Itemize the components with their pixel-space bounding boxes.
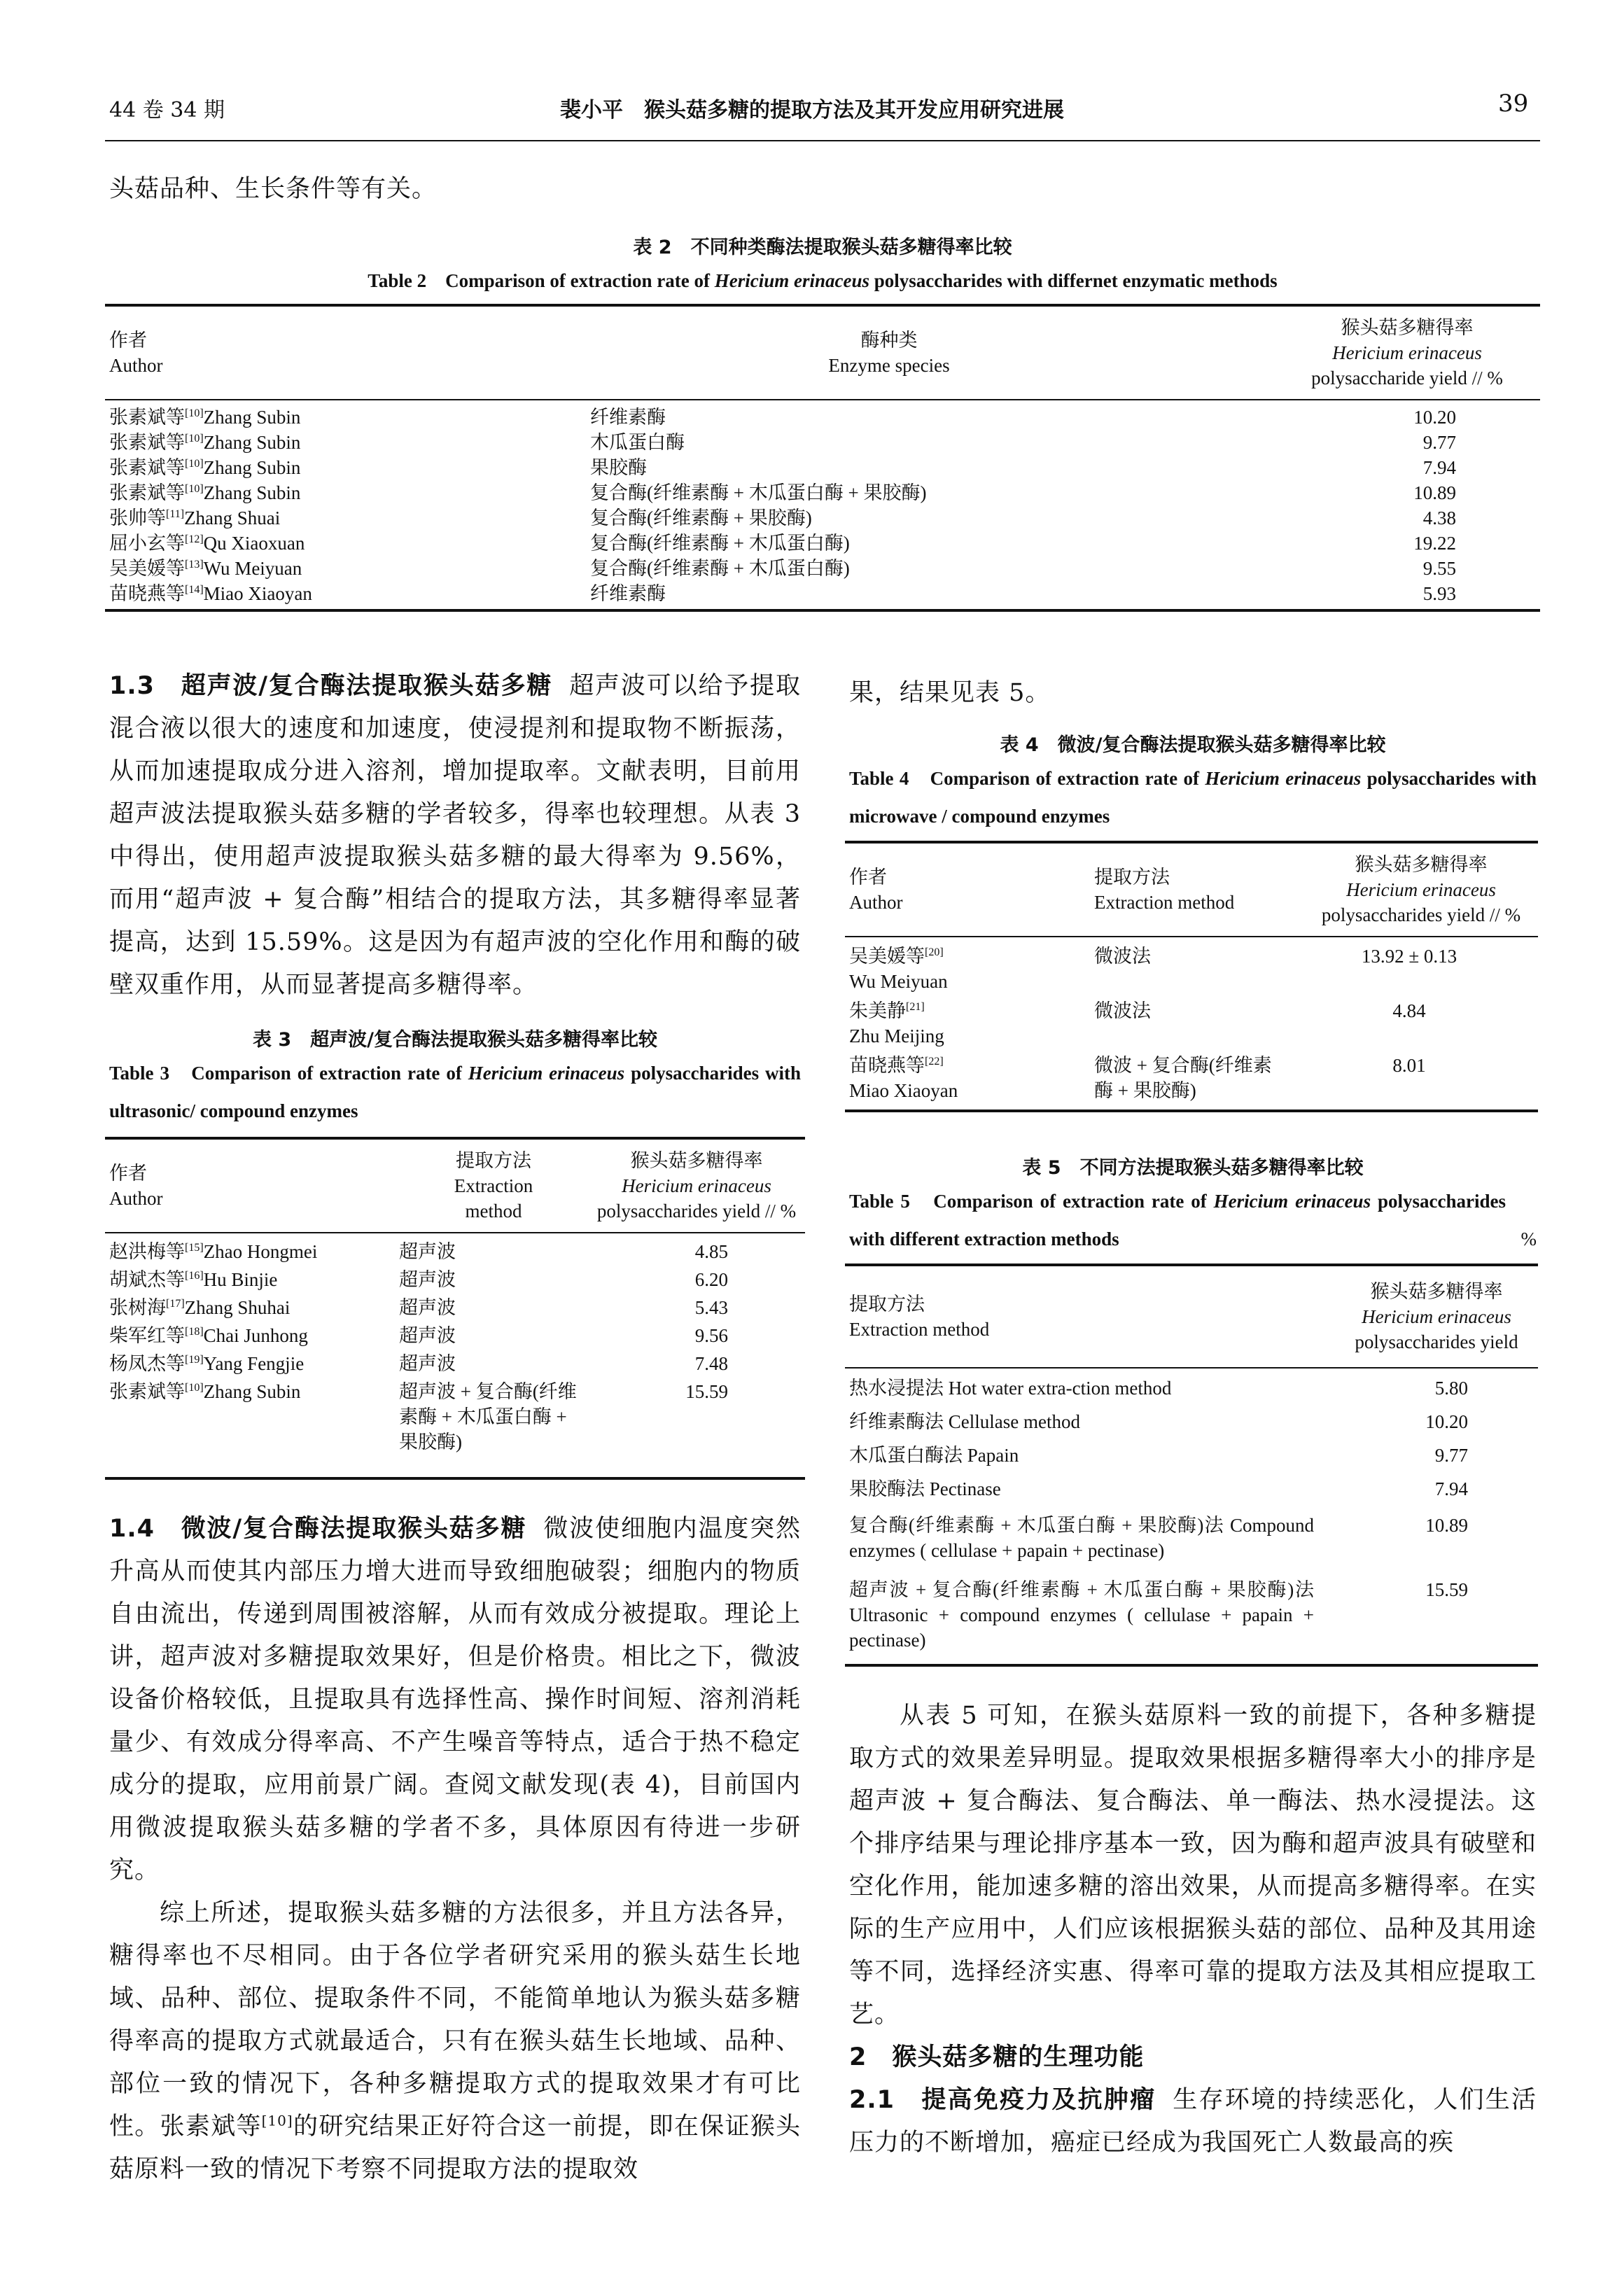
header-text: 提取方法 [456, 1150, 531, 1171]
author-en: Zhang Shuai [184, 507, 281, 528]
author-cell [845, 944, 1094, 994]
method-cell: 果胶酶法 Pectinase [849, 1478, 1001, 1499]
summary-continued: 果，结果见表 5。 [849, 679, 1051, 707]
citation: [10] [185, 407, 204, 419]
table4-body [845, 937, 1538, 1110]
author-en: Hu Binjie [203, 1269, 278, 1290]
author-en: Yang Fengjie [203, 1353, 305, 1374]
table-row [105, 430, 1540, 455]
table2-caption-cn: 表 2 不同种类酶法提取猴头菇多糖得率比较 [633, 237, 1012, 258]
enzyme-cell: 复合酶(纤维素酶 + 木瓜蛋白酶 + 果胶酶) [590, 482, 927, 503]
author-cell [845, 998, 1094, 1049]
table3-header [105, 1140, 805, 1232]
citation: [19] [185, 1354, 204, 1366]
caption-text: Table 5 Comparison of extraction rate of [849, 1191, 1214, 1212]
author-en: Wu Meiyuan [849, 971, 948, 992]
table3-caption-en [109, 1054, 801, 1130]
citation: [21] [906, 1001, 925, 1013]
yield-cell: 7.94 [1422, 457, 1456, 478]
header-method [845, 1292, 1335, 1342]
author-cn: 苗晓燕等 [849, 1055, 925, 1076]
section-2-heading: 2 猴头菇多糖的生理功能 [849, 2043, 1145, 2071]
yield-cell: 9.56 [694, 1325, 728, 1346]
yield-cell: 10.20 [1413, 407, 1456, 428]
method-cell: 纤维素酶法 Cellulase method [849, 1411, 1080, 1432]
table-row [105, 405, 1540, 430]
author-cn: 吴美媛等 [109, 558, 185, 579]
citation: [10] [261, 2112, 293, 2129]
table5 [845, 1264, 1538, 1667]
left-column [109, 665, 801, 2191]
table5-caption-cn: 表 5 不同方法提取猴头菇多糖得率比较 [1022, 1157, 1364, 1179]
author-cell [105, 556, 590, 581]
yield-cell: 10.89 [1425, 1515, 1468, 1536]
author-cn: 苗晓燕等 [109, 583, 185, 604]
header-text: 猴头菇多糖得率 [1341, 317, 1474, 338]
enzyme-cell: 复合酶(纤维素酶 + 木瓜蛋白酶) [590, 558, 850, 579]
author-en: Zhu Meijing [849, 1026, 944, 1046]
table2-block [105, 234, 1540, 612]
bottom-rule [845, 1110, 1538, 1112]
author-en: Qu Xiaoxuan [203, 533, 305, 554]
method-cell: 超声波 [399, 1353, 456, 1374]
section-1-4 [109, 1508, 801, 1892]
table-row [105, 1294, 805, 1322]
method-cell: 微波法 [1094, 1000, 1151, 1021]
table-row [845, 1371, 1538, 1405]
table5-unit: % [1520, 1228, 1537, 1250]
header-text: Extraction method [454, 1175, 533, 1222]
table2-caption-en [105, 262, 1540, 300]
table-row [105, 1350, 805, 1378]
yield-cell: 10.89 [1413, 482, 1456, 503]
header-method [1094, 864, 1304, 915]
yield-cell: 5.93 [1422, 583, 1456, 604]
header-text: 作者 [109, 330, 147, 351]
author-en: Zhang Subin [203, 1381, 301, 1402]
yield-cell: 4.84 [1392, 1000, 1426, 1021]
author-cn: 杨凤杰等 [109, 1353, 185, 1374]
header-text: Author [109, 1188, 163, 1209]
author-cell [105, 1351, 399, 1376]
header-text: Extraction method [1094, 892, 1235, 913]
header-text: Author [849, 892, 903, 913]
header-method [399, 1148, 588, 1224]
yield-cell: 15.59 [685, 1381, 728, 1402]
author-en: Zhang Shuhai [184, 1297, 291, 1318]
table-row [105, 1266, 805, 1294]
table-row [845, 1405, 1538, 1438]
method-cell: 复合酶(纤维素酶 + 木瓜蛋白酶 + 果胶酶)法 Compound enzymes ( cellulase + papain + pectinase) [849, 1515, 1314, 1561]
citation: [10] [185, 483, 204, 495]
header-text: polysaccharides yield // % [596, 1200, 797, 1222]
citation: [20] [925, 946, 944, 958]
author-cell [105, 455, 590, 480]
citation: [10] [185, 433, 204, 444]
header-yield [588, 1148, 805, 1224]
citation: [10] [185, 1382, 204, 1394]
method-cell: 微波法 [1094, 946, 1151, 967]
section-heading: 1.3 超声波/复合酶法提取猴头菇多糖 [109, 672, 553, 700]
author-cn: 张帅等 [109, 507, 166, 528]
header-text: Hericium erinaceus [1332, 342, 1482, 363]
enzyme-cell: 纤维素酶 [590, 583, 666, 604]
author-cell [845, 1053, 1094, 1103]
author-cell [105, 505, 590, 531]
table-row [845, 1051, 1538, 1105]
header-author [105, 328, 735, 378]
author-cn: 吴美媛等 [849, 946, 925, 967]
table4-header [845, 844, 1538, 936]
caption-text: polysaccharides with different extraction methods [849, 1191, 1506, 1250]
header-author [105, 1161, 399, 1211]
section-1-3 [109, 665, 801, 1007]
author-cn: 赵洪梅等 [109, 1241, 185, 1262]
method-cell: 热水浸提法 Hot water extra-ction method [849, 1378, 1172, 1399]
method-cell: 超声波 [399, 1269, 456, 1290]
citation: [14] [185, 584, 204, 596]
table4-caption-cn: 表 4 微波/复合酶法提取猴头菇多糖得率比较 [1000, 734, 1386, 756]
author-cn: 柴军红等 [109, 1325, 185, 1346]
enzyme-cell: 果胶酶 [590, 457, 647, 478]
caption-text: polysaccharides with differnet enzymatic methods [869, 270, 1278, 291]
citation: [15] [185, 1242, 204, 1254]
author-en: Zhang Subin [203, 432, 301, 453]
bottom-rule [845, 1664, 1538, 1667]
paragraph-text: 综上所述，提取猴头菇多糖的方法很多，并且方法各异，糖得率也不尽相同。由于各位学者研究采用的猴头菇生长地域、品种、部位、提取条件不同，不能简单地认为猴头菇多糖得率高的提取方式就最适合，只有在猴头菇生长地域、品种、部位一致的情况下，各种多糖提取方式的提取效果才有可比性。张素斌等 [109, 1899, 801, 2141]
caption-text: polysaccharides with microwave / compound enzymes [849, 768, 1537, 827]
author-cell [105, 1323, 399, 1348]
method-cell: 微波 + 复合酶(纤维素酶 + 果胶酶) [1094, 1055, 1272, 1101]
author-cn: 张素斌等 [109, 457, 185, 478]
author-cell [105, 480, 590, 505]
yield-cell: 4.38 [1422, 507, 1456, 528]
yield-cell: 4.85 [694, 1241, 728, 1262]
table5-header [845, 1266, 1538, 1367]
header-text: 提取方法 [1094, 867, 1170, 888]
table3-body [105, 1233, 805, 1477]
author-cell [105, 1267, 399, 1292]
author-cn: 张素斌等 [109, 1381, 185, 1402]
table4 [845, 841, 1538, 1112]
header-text: 猴头菇多糖得率 [1355, 854, 1488, 875]
caption-text: polysaccharides with ultrasonic/ compound enzymes [109, 1063, 802, 1121]
author-cn: 张素斌等 [109, 482, 185, 503]
caption-text: Table 2 Comparison of extraction rate of [368, 270, 715, 291]
table3-caption-cn: 表 3 超声波/复合酶法提取猴头菇多糖得率比较 [252, 1029, 658, 1051]
enzyme-cell: 木瓜蛋白酶 [590, 432, 685, 453]
author-cell [105, 581, 590, 606]
header-text: 酶种类 [860, 330, 918, 351]
header-rule [105, 140, 1540, 141]
table-row [845, 1506, 1538, 1570]
header-author [845, 864, 1094, 915]
header-text: 猴头菇多糖得率 [630, 1150, 763, 1171]
citation: [12] [185, 533, 204, 545]
author-cell [105, 1379, 399, 1404]
enzyme-cell: 复合酶(纤维素酶 + 木瓜蛋白酶) [590, 533, 850, 554]
table-row [105, 1238, 805, 1266]
table4-caption-en [849, 760, 1537, 835]
right-column [849, 672, 1537, 2164]
header-text: polysaccharides yield // % [1321, 904, 1521, 925]
header-enzyme [735, 328, 1043, 378]
author-cell [105, 430, 590, 455]
yield-cell: 13.92 ± 0.13 [1361, 946, 1457, 967]
yield-cell: 6.20 [694, 1269, 728, 1290]
author-en: Wu Meiyuan [203, 558, 302, 579]
yield-cell: 5.80 [1434, 1378, 1468, 1399]
header-text: Hericium erinaceus [622, 1175, 771, 1196]
yield-cell: 9.55 [1422, 558, 1456, 579]
section-body: 超声波可以给予提取混合液以很大的速度和加速度，使浸提剂和提取物不断振荡，从而加速提取成分进入溶剂，增加提取率。文献表明，目前用超声波法提取猴头菇多糖的学者较多，得率也较理想。从表 3 中得出，使用超声波提取猴头菇多糖的最大得率为 9.56%，而用“超声波 + 复合酶”相结合的提取方法，其多糖得率显著提高，达到 15.59%。这是因为有超声波的空化作用和酶的破壁双重作用，从而显著提高多糖得率。 [109, 672, 801, 999]
author-cn: 屈小玄等 [109, 533, 185, 554]
author-cell [105, 405, 590, 430]
table-row [105, 455, 1540, 480]
citation: [11] [166, 508, 185, 520]
table2-body [105, 400, 1540, 609]
enzyme-cell: 纤维素酶 [590, 407, 666, 428]
header-text: 作者 [849, 867, 887, 888]
citation: [13] [185, 559, 204, 570]
table-row [105, 1322, 805, 1350]
author-cn: 张素斌等 [109, 407, 185, 428]
caption-text: Table 4 Comparison of extraction rate of [849, 768, 1205, 789]
table3 [105, 1137, 805, 1480]
table-row [105, 1378, 805, 1456]
section-2-1 [849, 2079, 1537, 2164]
table2 [105, 304, 1540, 612]
intro-tail: 头菇品种、生长条件等有关。 [109, 175, 438, 203]
method-cell: 超声波 + 复合酶(纤维素酶 + 木瓜蛋白酶 + 果胶酶)法 Ultrasonic + compound enzymes ( cellulase + papain + pectinase) [849, 1579, 1314, 1651]
section-heading: 2.1 提高免疫力及抗肿瘤 [849, 2086, 1156, 2114]
section-heading: 1.4 微波/复合酶法提取猴头菇多糖 [109, 1515, 527, 1543]
section-body: 生存环境的持续恶化，人们生活压力的不断增加，癌症已经成为我国死亡人数最高的疾 [849, 2086, 1537, 2157]
author-en: Zhang Subin [203, 482, 301, 503]
author-cell [105, 1239, 399, 1264]
caption-text: Table 3 Comparison of extraction rate of [109, 1063, 468, 1084]
paragraph-text: 的研究结果正好符合这一前提，即在保证猴头菇原料一致的情况下考察不同提取方法的提取效 [109, 2113, 801, 2183]
caption-species: Hericium erinaceus [1205, 768, 1362, 789]
table-row [845, 996, 1538, 1051]
page-number: 39 [1498, 90, 1529, 118]
table-row [105, 480, 1540, 505]
caption-species: Hericium erinaceus [714, 270, 869, 291]
table-row [105, 556, 1540, 581]
author-en: Zhao Hongmei [203, 1241, 318, 1262]
table-row [105, 531, 1540, 556]
yield-cell: 9.77 [1434, 1445, 1468, 1466]
author-cn: 张素斌等 [109, 432, 185, 453]
author-en: Zhang Subin [203, 407, 301, 428]
bottom-rule [105, 609, 1540, 612]
author-en: Chai Junhong [203, 1325, 308, 1346]
caption-species: Hericium erinaceus [1213, 1191, 1371, 1212]
citation: [10] [185, 458, 204, 470]
method-cell: 超声波 [399, 1297, 456, 1318]
author-cn: 张树海 [109, 1297, 166, 1318]
header-text: polysaccharides yield [1355, 1331, 1518, 1352]
table-row [845, 1570, 1538, 1660]
method-cell: 木瓜蛋白酶法 Papain [849, 1445, 1019, 1466]
yield-cell: 5.43 [694, 1297, 728, 1318]
header-text: Enzyme species [828, 355, 950, 376]
yield-cell: 7.48 [694, 1353, 728, 1374]
author-en: Miao Xiaoyan [849, 1080, 958, 1101]
header-yield [1274, 315, 1540, 391]
caption-species: Hericium erinaceus [468, 1063, 625, 1084]
header-yield [1335, 1279, 1538, 1354]
yield-cell: 7.94 [1434, 1478, 1468, 1499]
header-text: Hericium erinaceus [1362, 1306, 1511, 1327]
header-yield [1304, 852, 1538, 927]
enzyme-cell: 复合酶(纤维素酶 + 果胶酶) [590, 507, 812, 528]
table-row [845, 1438, 1538, 1472]
yield-cell: 10.20 [1425, 1411, 1468, 1432]
method-cell: 超声波 [399, 1241, 456, 1262]
citation: [16] [185, 1270, 204, 1282]
header-text: Hericium erinaceus [1346, 879, 1496, 900]
table5-body [845, 1368, 1538, 1664]
author-cn: 朱美静 [849, 1000, 906, 1021]
author-cell [105, 531, 590, 556]
header-text: 提取方法 [849, 1294, 925, 1315]
author-cn: 胡斌杰等 [109, 1269, 185, 1290]
table2-header [105, 307, 1540, 399]
citation: [18] [185, 1326, 204, 1338]
header-text: Extraction method [849, 1319, 990, 1340]
header-text: polysaccharide yield // % [1311, 368, 1503, 388]
yield-cell: 19.22 [1413, 533, 1456, 554]
discussion-paragraph: 从表 5 可知，在猴头菇原料一致的前提下，各种多糖提取方式的效果差异明显。提取效果根据多糖得率大小的排序是超声波 + 复合酶法、复合酶法、单一酶法、热水浸提法。这个排序结果与理论排序基本一致，因为酶和超声波具有破壁和空化作用，能加速多糖的溶出效果，从而提高多糖得率。在实际的生产应用中，人们应该根据猴头菇的部位、品种及其用途等不同，选择经济实惠、得率可靠的提取方法及其相应提取工艺。 [849, 1702, 1537, 2029]
method-cell: 超声波 [399, 1325, 456, 1346]
table-row [845, 941, 1538, 996]
author-cell [105, 1295, 399, 1320]
table-row [845, 1472, 1538, 1506]
citation: [22] [925, 1056, 944, 1068]
header-text: 猴头菇多糖得率 [1370, 1281, 1503, 1302]
section-body: 微波使细胞内温度突然升高从而使其内部压力增大进而导致细胞破裂；细胞内的物质自由流出，传递到周围被溶解，从而有效成分被提取。理论上讲，超声波对多糖提取效果好，但是价格贵。相比之下，微波设备价格较低，且提取具有选择性高、操作时间短、溶剂消耗量少、有效成分得率高、不产生噪音等特点，适合于热不稳定成分的提取，应用前景广阔。查阅文献发现(表 4)，目前国内用微波提取猴头菇多糖的学者不多，具体原因有待进一步研究。 [109, 1515, 801, 1884]
header-text: Author [109, 355, 163, 376]
journal-volume: 44 卷 34 期 [109, 98, 225, 122]
summary-paragraph [109, 1892, 801, 2191]
yield-cell: 9.77 [1422, 432, 1456, 453]
running-title: 裴小平 猴头菇多糖的提取方法及其开发应用研究进展 [560, 98, 1064, 122]
yield-cell: 8.01 [1392, 1055, 1426, 1076]
table5-caption-en [849, 1182, 1537, 1258]
bottom-rule [105, 1477, 805, 1480]
yield-cell: 15.59 [1425, 1579, 1468, 1600]
citation: [17] [166, 1298, 185, 1310]
header-text: 作者 [109, 1163, 147, 1184]
author-en: Zhang Subin [203, 457, 301, 478]
table-row [105, 581, 1540, 606]
author-en: Miao Xiaoyan [203, 583, 312, 604]
table-row [105, 505, 1540, 531]
method-cell: 超声波 + 复合酶(纤维素酶 + 木瓜蛋白酶 + 果胶酶) [399, 1381, 577, 1452]
